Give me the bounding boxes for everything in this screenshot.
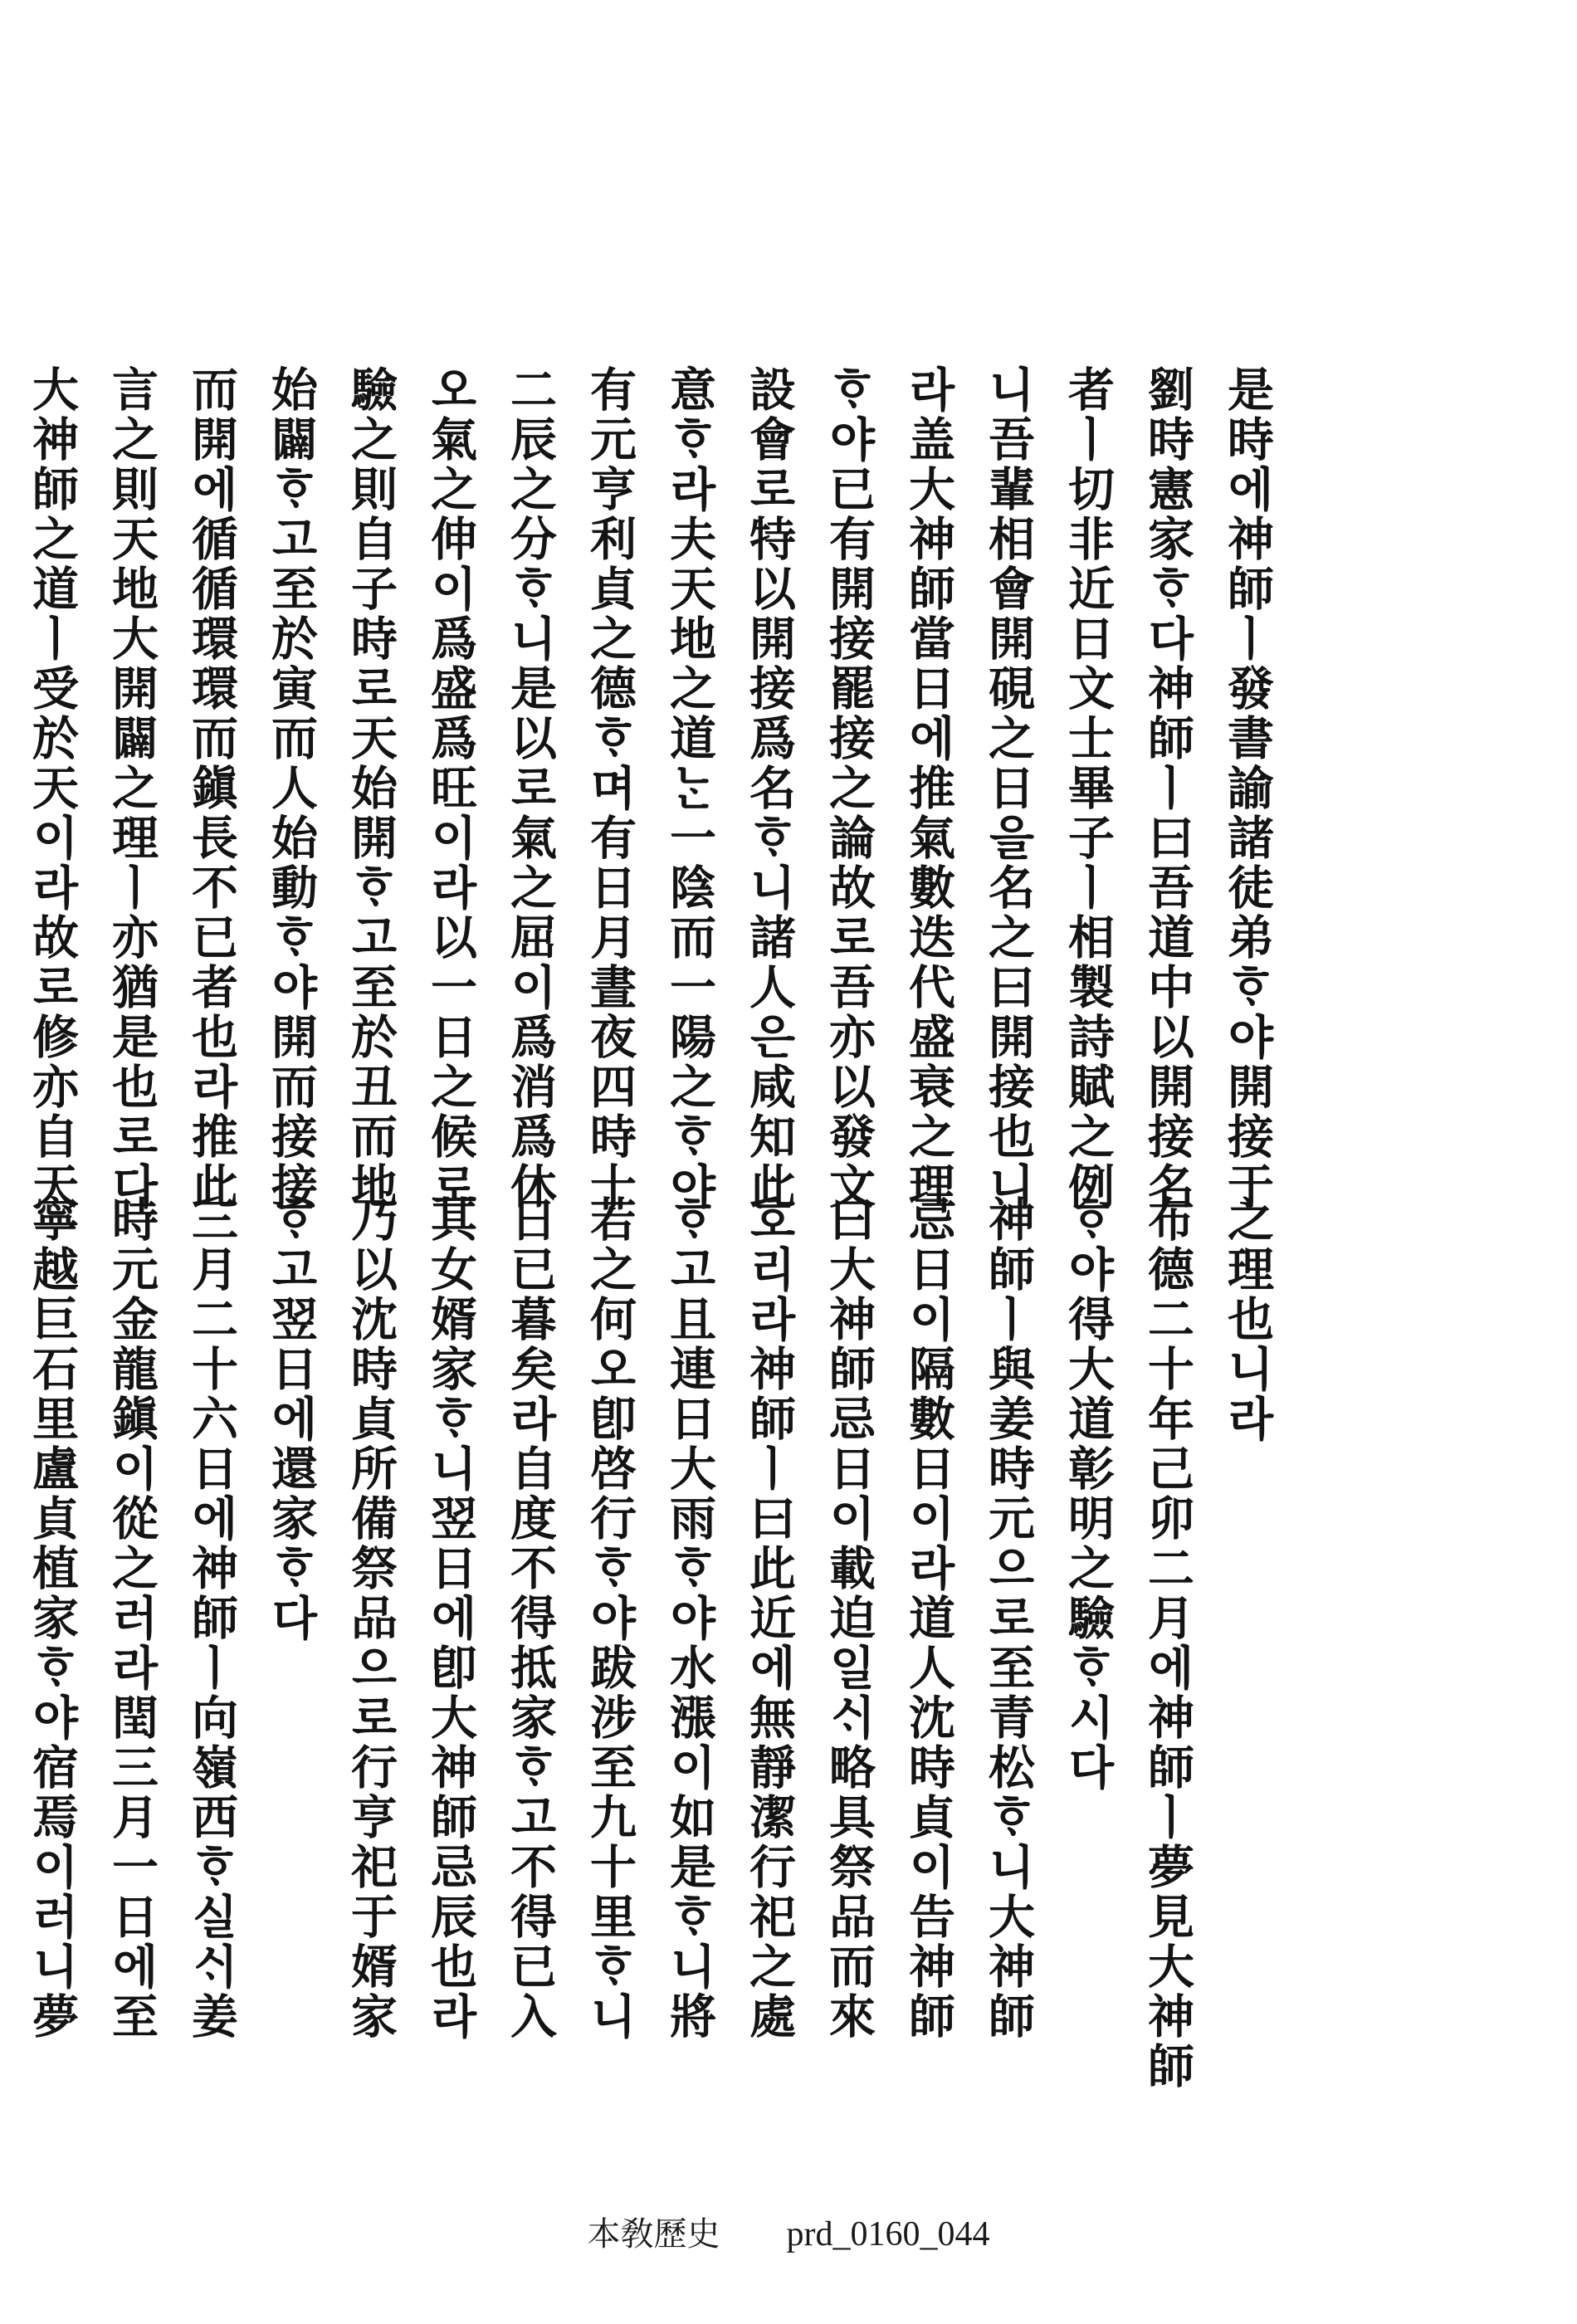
page-footer <box>0 2208 1577 2255</box>
text-column: 神師ㅣ與姜時元으로至青松ᄒᆞ니大神師 <box>981 1195 1035 2042</box>
text-column: 曰大神師忌日이載迫일ᄉᆡ略具祭品而來 <box>822 1195 876 2042</box>
upper-text-block <box>25 365 1286 1212</box>
text-column: 三月二十六日에神師ㅣ向嶺西ᄒᆞ실ᄉᆡ姜 <box>184 1195 238 2042</box>
text-column: 者ㅣ切非近日文士畢子ㅣ相製詩賦之例 <box>1061 365 1115 1212</box>
book-title: 本敎歷史 <box>587 2215 720 2253</box>
text-column: 라盖大神師當日에推氣數迭代盛衰之理 <box>901 365 955 1212</box>
text-column: 有元亨利貞之德ᄒᆞ며有日月晝夜四時十 <box>583 365 637 1212</box>
text-column: 時元金龍鎭이從之러라閏三月一日에至 <box>105 1195 159 2042</box>
page-id: prd_0160_044 <box>786 2215 990 2253</box>
text-column: 布德二十年己卯二月에神師ㅣ夢見大神師 <box>1140 1195 1194 2092</box>
text-column: 而開에循循環環而鎭長不已者也라推此 <box>184 365 238 1212</box>
text-column: 其女婿家ᄒᆞ니翌日에卽大神師忌辰也라 <box>423 1195 477 2042</box>
text-column: 忌日이隔數日이라道人沈時貞이告神師 <box>901 1195 955 2042</box>
text-column: 若之何오卽啓行ᄒᆞ야跋涉至九十里ᄒᆞ니 <box>583 1195 637 2042</box>
text-column: 劉時憲家ᄒᆞ다神師ㅣ曰吾道中以開接名 <box>1140 365 1194 1212</box>
text-column: 호리라神師ㅣ曰此近에無靜潔行祀之處 <box>742 1195 796 2042</box>
text-column: 設會로特以開接爲名ᄒᆞ니諸人은咸知此 <box>742 365 796 1212</box>
text-column: 寧越巨石里盧貞植家ᄒᆞ야宿焉이러니夢 <box>25 1195 79 2042</box>
text-column <box>0 1195 12 2050</box>
text-column: 始闢ᄒᆞ고至於寅而人始動ᄒᆞ야開而接接 <box>264 365 318 1212</box>
text-column: 大神師之道ㅣ受於天이라故로修亦自天 <box>25 365 79 1212</box>
text-column: ᄒᆞ야已有開接罷接之論故로吾亦以發文 <box>822 365 876 1212</box>
text-column: 니吾輩相會開硯之日을名之曰開接也니 <box>981 365 1035 1212</box>
text-column: 意ᄒᆞ라夫天地之道ᄂᆞᆫ一陰而一陽之ᄒᆞ야 <box>662 365 716 1212</box>
text-column: ᄒᆞ고且連日大雨ᄒᆞ야水漲이如是ᄒᆞ니將 <box>662 1195 716 2042</box>
text-column: ᄒᆞ야得大道彰明之驗ᄒᆞ시다 <box>1061 1195 1115 1793</box>
text-column: 驗之則自子時로天始開ᄒᆞ고至於丑而地 <box>344 365 398 1212</box>
text-column: 日已暮矣라自度不得抵家ᄒᆞ고不得已入 <box>503 1195 557 2042</box>
text-column: 오氣之伸이爲盛爲旺이라以一日之候로 <box>423 365 477 1212</box>
text-column: 之理也니라 <box>1220 1195 1274 1444</box>
text-column: 乃以沈時貞所備祭品으로行亨祀于婿家 <box>344 1195 398 2042</box>
text-column <box>0 365 12 1129</box>
text-column: 言之則天地大開闢之理ㅣ亦猶是也로다 <box>105 365 159 1212</box>
text-column: 二辰之分ᄒᆞ니是以로氣之屈이爲消爲休 <box>503 365 557 1212</box>
text-column: 是時에神師ㅣ發書諭諸徒弟ᄒᆞ야開接于 <box>1220 365 1274 1212</box>
text-column: ᄒᆞ고翌日에還家ᄒᆞ다 <box>264 1195 318 1643</box>
lower-text-block <box>25 1195 1286 2092</box>
